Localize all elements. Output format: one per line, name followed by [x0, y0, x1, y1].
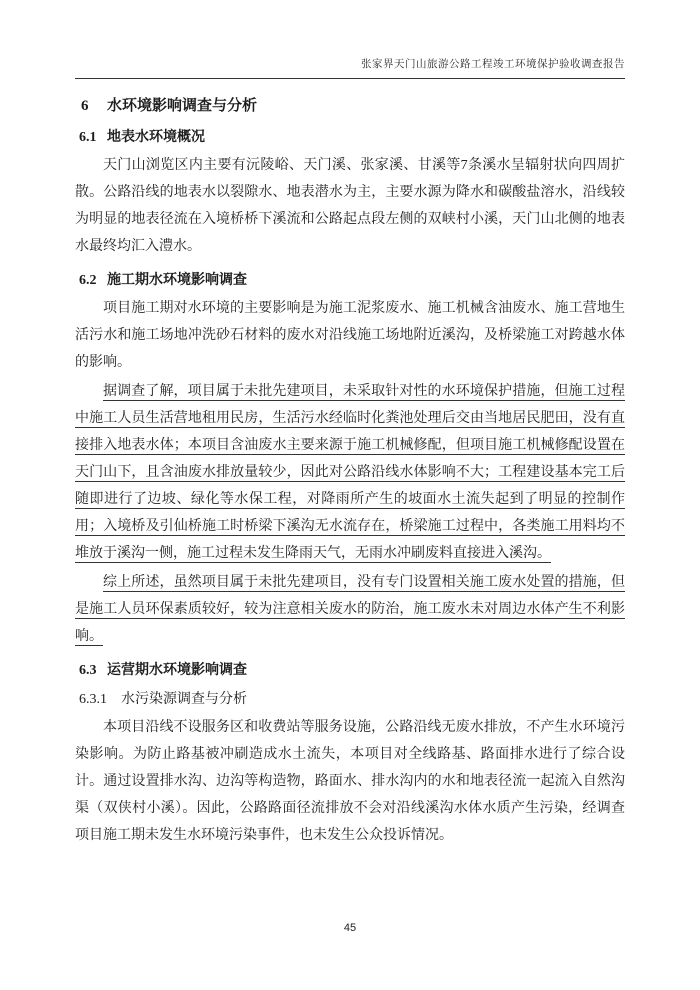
running-header	[75, 56, 625, 79]
section-6-2-paragraph-1: 项目施工期对水环境的主要影响是为施工泥浆废水、施工机械含油废水、施工营地生活污水和施工场地冲洗砂石材料的废水对沿线施工场地附近溪沟，及桥梁施工对跨越水体的影响。	[75, 301, 625, 370]
section-6-2-number: 6.2	[79, 273, 97, 288]
section-6-number: 6	[81, 98, 89, 114]
section-6-heading	[81, 96, 625, 117]
section-6-1-paragraph: 天门山浏览区内主要有沅陵峪、天门溪、张家溪、甘溪等7条溪水呈辐射状向四周扩散。公路沿线的地表水以裂隙水、地表潜水为主，主要水源为降水和碳酸盐溶水，沿线较为明显的地表径流在入境桥桥下溪流和公路起点段左侧的双峡村小溪，天门山北侧的地表水最终均汇入澧水。	[75, 158, 625, 254]
running-header-title: 张家界天门山旅游公路工程竣工环境保护验收调查报告	[361, 59, 625, 70]
section-6-3-1-title: 水污染源调查与分析	[121, 692, 247, 707]
section-6-2-paragraph-2-underlined: 据调查了解，项目属于未批先建项目，未采取针对性的水环境保护措施，但施工过程中施工人员生活营地租用民房，生活污水经临时化粪池处理后交由当地居民肥田，没有直接排入地表水体；本项目含油废水主要来源于施工机械修配，但项目施工机械修配设置在天门山下，且含油废水排放量较少，因此对公路沿线水体影响不大；工程建设基本完工后随即进行了边坡、绿化等水保工程，对降雨所产生的坡面水土流失起到了明显的控制作用；入境桥及引仙桥施工时桥梁下溪沟无水流存在，桥梁施工过程中，各类施工用料均不堆放于溪沟一侧，施工过程未发生降雨天气，无雨水冲刷废料直接进入溪沟。	[75, 384, 625, 561]
page-content	[75, 86, 625, 849]
section-6-3-number: 6.3	[79, 663, 97, 678]
section-6-title: 水环境影响调查与分析	[107, 98, 258, 114]
section-6-3-1-paragraph: 本项目沿线不设服务区和收费站等服务设施，公路沿线无废水排放，不产生水环境污染影响。为防止路基被冲刷造成水土流失，本项目对全线路基、路面排水进行了综合设计。通过设置排水沟、边沟等构造物，路面水、排水沟内的水和地表径流一起流入自然沟渠（双侠村小溪）。因此，公路路面径流排放不会对沿线溪沟水体水质产生污染，经调查项目施工期未发生水环境污染事件，也未发生公众投诉情况。	[75, 720, 625, 843]
section-6-3-1-number: 6.3.1	[79, 692, 107, 707]
section-6-2-heading	[79, 271, 625, 291]
section-6-3-heading	[79, 661, 625, 681]
page-number: 45	[343, 922, 357, 934]
section-6-2-paragraph-3-underlined: 综上所述，虽然项目属于未批先建项目，没有专门设置相关施工废水处置的措施，但是施工人员环保素质较好，较为注意相关废水的防治，施工废水未对周边水体产生不利影响。	[75, 575, 625, 644]
section-6-3-1-heading	[79, 690, 625, 710]
page-footer	[0, 922, 700, 934]
section-6-3-title: 运营期水环境影响调查	[107, 663, 247, 678]
section-6-1-heading	[79, 128, 625, 148]
section-6-2-title: 施工期水环境影响调查	[107, 273, 247, 288]
section-6-1-number: 6.1	[79, 130, 97, 145]
section-6-1-title: 地表水环境概况	[107, 130, 205, 145]
